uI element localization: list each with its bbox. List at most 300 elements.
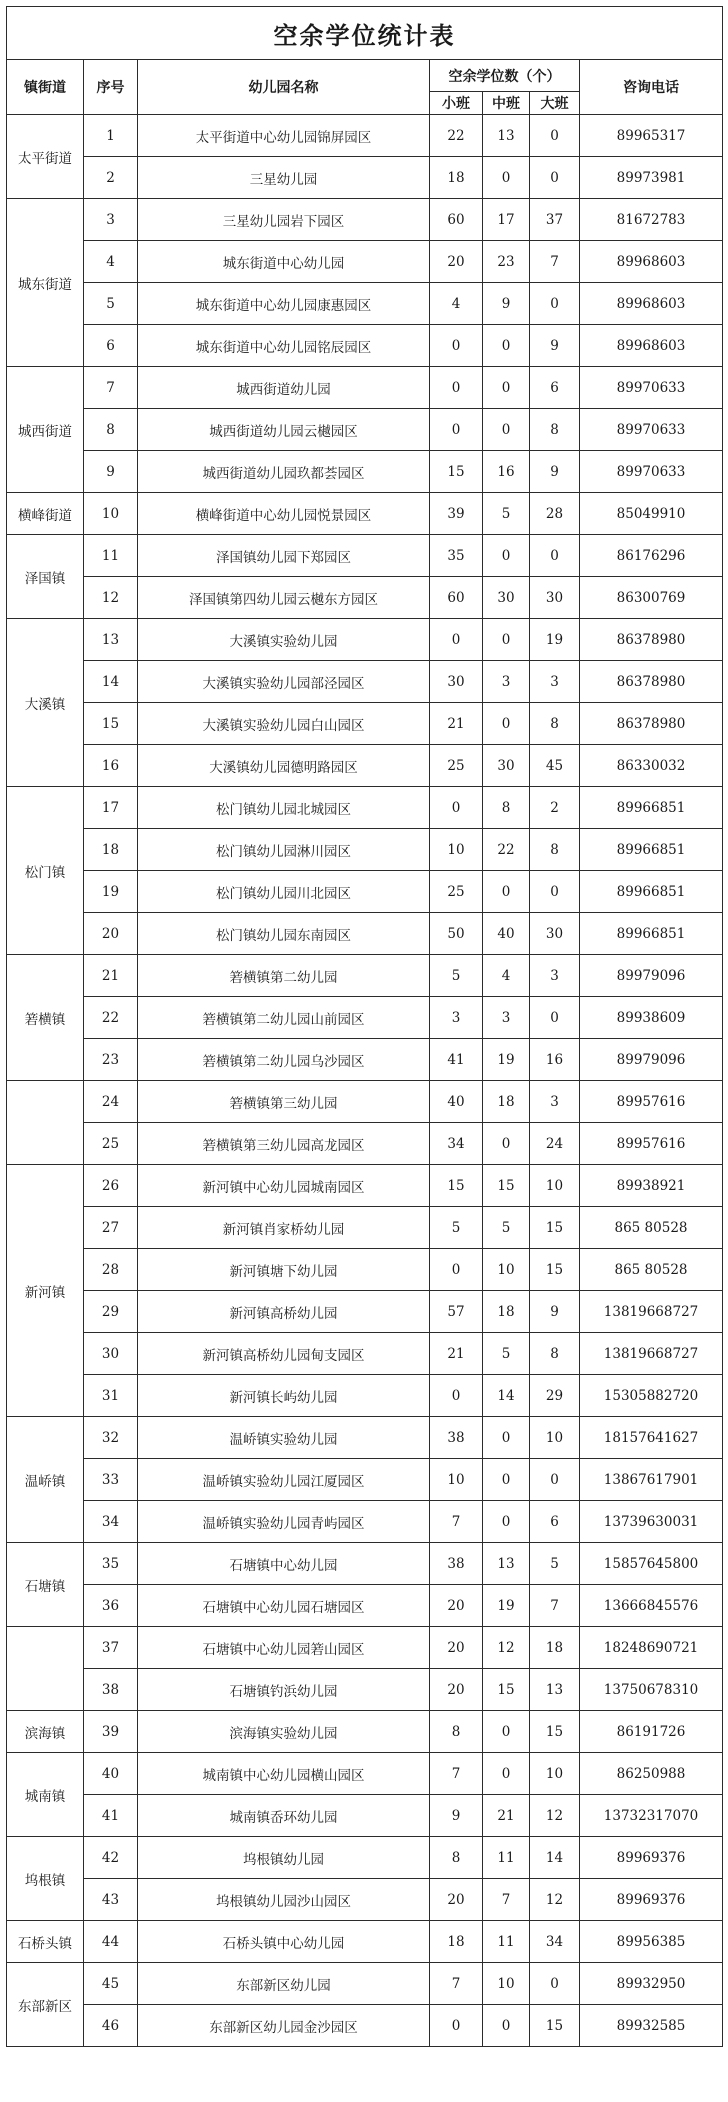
seq-cell: 8 — [84, 409, 138, 451]
kindergarten-name-cell: 松门镇幼儿园东南园区 — [138, 913, 430, 955]
phone-cell: 86176296 — [580, 535, 723, 577]
large-class-cell: 16 — [530, 1039, 580, 1081]
small-class-cell: 39 — [430, 493, 483, 535]
phone-cell: 89979096 — [580, 955, 723, 997]
large-class-cell: 10 — [530, 1165, 580, 1207]
large-class-cell: 19 — [530, 619, 580, 661]
phone-cell: 89966851 — [580, 787, 723, 829]
header-middle: 中班 — [483, 92, 530, 115]
kindergarten-name-cell: 箬横镇第二幼儿园乌沙园区 — [138, 1039, 430, 1081]
table-row — [7, 1081, 723, 1123]
phone-cell: 89969376 — [580, 1879, 723, 1921]
table-row — [7, 535, 723, 577]
middle-class-cell: 30 — [483, 577, 530, 619]
middle-class-cell: 0 — [483, 325, 530, 367]
phone-cell: 89970633 — [580, 367, 723, 409]
town-cell: 城东街道 — [7, 199, 84, 367]
town-cell: 太平街道 — [7, 115, 84, 199]
town-cell: 坞根镇 — [7, 1837, 84, 1921]
middle-class-cell: 0 — [483, 619, 530, 661]
large-class-cell: 8 — [530, 1333, 580, 1375]
seq-cell: 15 — [84, 703, 138, 745]
phone-cell: 81672783 — [580, 199, 723, 241]
small-class-cell: 30 — [430, 661, 483, 703]
seq-cell: 16 — [84, 745, 138, 787]
middle-class-cell: 0 — [483, 871, 530, 913]
kindergarten-name-cell: 城西街道幼儿园玖都荟园区 — [138, 451, 430, 493]
kindergarten-name-cell: 滨海镇实验幼儿园 — [138, 1711, 430, 1753]
phone-cell: 85049910 — [580, 493, 723, 535]
kindergarten-name-cell: 温峤镇实验幼儿园 — [138, 1417, 430, 1459]
small-class-cell: 18 — [430, 1921, 483, 1963]
header-vacancy: 空余学位数（个） — [430, 60, 580, 92]
seq-cell: 36 — [84, 1585, 138, 1627]
phone-cell: 13750678310 — [580, 1669, 723, 1711]
large-class-cell: 18 — [530, 1627, 580, 1669]
kindergarten-name-cell: 新河镇高桥幼儿园 — [138, 1291, 430, 1333]
large-class-cell: 3 — [530, 1081, 580, 1123]
table-row — [7, 1711, 723, 1753]
middle-class-cell: 16 — [483, 451, 530, 493]
middle-class-cell: 9 — [483, 283, 530, 325]
table-row — [7, 493, 723, 535]
large-class-cell: 24 — [530, 1123, 580, 1165]
seq-cell: 18 — [84, 829, 138, 871]
town-cell — [7, 1081, 84, 1165]
middle-class-cell: 22 — [483, 829, 530, 871]
small-class-cell: 35 — [430, 535, 483, 577]
town-cell: 滨海镇 — [7, 1711, 84, 1753]
phone-cell: 89938609 — [580, 997, 723, 1039]
seq-cell: 41 — [84, 1795, 138, 1837]
seq-cell: 32 — [84, 1417, 138, 1459]
phone-cell: 15857645800 — [580, 1543, 723, 1585]
seq-cell: 46 — [84, 2005, 138, 2047]
large-class-cell: 2 — [530, 787, 580, 829]
small-class-cell: 7 — [430, 1963, 483, 2005]
middle-class-cell: 0 — [483, 1501, 530, 1543]
middle-class-cell: 5 — [483, 1207, 530, 1249]
table-title: 空余学位统计表 — [7, 7, 723, 60]
table-row — [7, 661, 723, 703]
table-row — [7, 787, 723, 829]
large-class-cell: 13 — [530, 1669, 580, 1711]
small-class-cell: 60 — [430, 199, 483, 241]
table-row — [7, 1249, 723, 1291]
small-class-cell: 3 — [430, 997, 483, 1039]
middle-class-cell: 15 — [483, 1669, 530, 1711]
table-row — [7, 199, 723, 241]
large-class-cell: 8 — [530, 703, 580, 745]
large-class-cell: 10 — [530, 1753, 580, 1795]
seq-cell: 1 — [84, 115, 138, 157]
seq-cell: 6 — [84, 325, 138, 367]
header-large: 大班 — [530, 92, 580, 115]
seq-cell: 10 — [84, 493, 138, 535]
small-class-cell: 38 — [430, 1417, 483, 1459]
small-class-cell: 15 — [430, 1165, 483, 1207]
phone-cell: 13732317070 — [580, 1795, 723, 1837]
phone-cell: 86191726 — [580, 1711, 723, 1753]
seq-cell: 39 — [84, 1711, 138, 1753]
table-row — [7, 1459, 723, 1501]
kindergarten-name-cell: 箬横镇第二幼儿园 — [138, 955, 430, 997]
seq-cell: 43 — [84, 1879, 138, 1921]
seq-cell: 20 — [84, 913, 138, 955]
table-row — [7, 409, 723, 451]
table-row — [7, 703, 723, 745]
table-row — [7, 1627, 723, 1669]
middle-class-cell: 0 — [483, 367, 530, 409]
small-class-cell: 21 — [430, 703, 483, 745]
phone-cell: 865 80528 — [580, 1207, 723, 1249]
table-row — [7, 871, 723, 913]
phone-cell: 13666845576 — [580, 1585, 723, 1627]
kindergarten-name-cell: 坞根镇幼儿园沙山园区 — [138, 1879, 430, 1921]
table-row — [7, 829, 723, 871]
kindergarten-name-cell: 大溪镇实验幼儿园 — [138, 619, 430, 661]
phone-cell: 18157641627 — [580, 1417, 723, 1459]
large-class-cell: 0 — [530, 871, 580, 913]
large-class-cell: 7 — [530, 1585, 580, 1627]
kindergarten-name-cell: 三星幼儿园岩下园区 — [138, 199, 430, 241]
phone-cell: 13819668727 — [580, 1291, 723, 1333]
table-row — [7, 1543, 723, 1585]
small-class-cell: 0 — [430, 325, 483, 367]
seq-cell: 3 — [84, 199, 138, 241]
middle-class-cell: 0 — [483, 1459, 530, 1501]
large-class-cell: 6 — [530, 367, 580, 409]
small-class-cell: 21 — [430, 1333, 483, 1375]
seq-cell: 45 — [84, 1963, 138, 2005]
small-class-cell: 18 — [430, 157, 483, 199]
vacancy-table — [6, 6, 723, 2047]
large-class-cell: 45 — [530, 745, 580, 787]
table-row — [7, 157, 723, 199]
seq-cell: 12 — [84, 577, 138, 619]
small-class-cell: 5 — [430, 955, 483, 997]
small-class-cell: 0 — [430, 619, 483, 661]
middle-class-cell: 30 — [483, 745, 530, 787]
small-class-cell: 41 — [430, 1039, 483, 1081]
phone-cell: 86330032 — [580, 745, 723, 787]
phone-cell: 13867617901 — [580, 1459, 723, 1501]
phone-cell: 89957616 — [580, 1081, 723, 1123]
middle-class-cell: 19 — [483, 1039, 530, 1081]
small-class-cell: 34 — [430, 1123, 483, 1165]
large-class-cell: 37 — [530, 199, 580, 241]
large-class-cell: 30 — [530, 913, 580, 955]
seq-cell: 7 — [84, 367, 138, 409]
middle-class-cell: 3 — [483, 661, 530, 703]
phone-cell: 89966851 — [580, 871, 723, 913]
seq-cell: 13 — [84, 619, 138, 661]
kindergarten-name-cell: 松门镇幼儿园淋川园区 — [138, 829, 430, 871]
middle-class-cell: 13 — [483, 115, 530, 157]
kindergarten-name-cell: 城东街道中心幼儿园康惠园区 — [138, 283, 430, 325]
seq-cell: 11 — [84, 535, 138, 577]
kindergarten-name-cell: 城南镇岙环幼儿园 — [138, 1795, 430, 1837]
phone-cell: 89969376 — [580, 1837, 723, 1879]
header-town: 镇街道 — [7, 60, 84, 115]
kindergarten-name-cell: 城南镇中心幼儿园横山园区 — [138, 1753, 430, 1795]
kindergarten-name-cell: 东部新区幼儿园 — [138, 1963, 430, 2005]
seq-cell: 14 — [84, 661, 138, 703]
phone-cell: 865 80528 — [580, 1249, 723, 1291]
middle-class-cell: 0 — [483, 1711, 530, 1753]
phone-cell: 89970633 — [580, 451, 723, 493]
middle-class-cell: 0 — [483, 1417, 530, 1459]
table-row — [7, 1921, 723, 1963]
large-class-cell: 7 — [530, 241, 580, 283]
large-class-cell: 0 — [530, 115, 580, 157]
phone-cell: 89965317 — [580, 115, 723, 157]
phone-cell: 89970633 — [580, 409, 723, 451]
phone-cell: 89973981 — [580, 157, 723, 199]
small-class-cell: 57 — [430, 1291, 483, 1333]
seq-cell: 23 — [84, 1039, 138, 1081]
town-cell: 石桥头镇 — [7, 1921, 84, 1963]
kindergarten-name-cell: 箬横镇第二幼儿园山前园区 — [138, 997, 430, 1039]
table-row — [7, 1039, 723, 1081]
small-class-cell: 0 — [430, 1249, 483, 1291]
kindergarten-name-cell: 新河镇中心幼儿园城南园区 — [138, 1165, 430, 1207]
table-row — [7, 1123, 723, 1165]
table-row — [7, 241, 723, 283]
kindergarten-name-cell: 城东街道中心幼儿园铭辰园区 — [138, 325, 430, 367]
table-row — [7, 1375, 723, 1417]
large-class-cell: 12 — [530, 1879, 580, 1921]
kindergarten-name-cell: 石塘镇中心幼儿园 — [138, 1543, 430, 1585]
middle-class-cell: 18 — [483, 1291, 530, 1333]
large-class-cell: 0 — [530, 283, 580, 325]
kindergarten-name-cell: 三星幼儿园 — [138, 157, 430, 199]
table-row — [7, 577, 723, 619]
middle-class-cell: 0 — [483, 157, 530, 199]
small-class-cell: 60 — [430, 577, 483, 619]
table-row — [7, 997, 723, 1039]
phone-cell: 13739630031 — [580, 1501, 723, 1543]
middle-class-cell: 11 — [483, 1837, 530, 1879]
table-row — [7, 1753, 723, 1795]
small-class-cell: 40 — [430, 1081, 483, 1123]
seq-cell: 35 — [84, 1543, 138, 1585]
kindergarten-name-cell: 温峤镇实验幼儿园江厦园区 — [138, 1459, 430, 1501]
table-row — [7, 913, 723, 955]
kindergarten-name-cell: 东部新区幼儿园金沙园区 — [138, 2005, 430, 2047]
large-class-cell: 0 — [530, 997, 580, 1039]
small-class-cell: 20 — [430, 241, 483, 283]
table-row — [7, 619, 723, 661]
large-class-cell: 0 — [530, 535, 580, 577]
header-seq: 序号 — [84, 60, 138, 115]
kindergarten-name-cell: 松门镇幼儿园川北园区 — [138, 871, 430, 913]
town-cell: 新河镇 — [7, 1165, 84, 1417]
small-class-cell: 0 — [430, 367, 483, 409]
table-row — [7, 1879, 723, 1921]
large-class-cell: 6 — [530, 1501, 580, 1543]
small-class-cell: 15 — [430, 451, 483, 493]
table-row — [7, 745, 723, 787]
large-class-cell: 12 — [530, 1795, 580, 1837]
table-row — [7, 1795, 723, 1837]
seq-cell: 28 — [84, 1249, 138, 1291]
middle-class-cell: 3 — [483, 997, 530, 1039]
table-row — [7, 1417, 723, 1459]
large-class-cell: 10 — [530, 1417, 580, 1459]
seq-cell: 22 — [84, 997, 138, 1039]
phone-cell: 89938921 — [580, 1165, 723, 1207]
kindergarten-name-cell: 城西街道幼儿园 — [138, 367, 430, 409]
table-row — [7, 1963, 723, 2005]
middle-class-cell: 14 — [483, 1375, 530, 1417]
kindergarten-name-cell: 新河镇高桥幼儿园甸支园区 — [138, 1333, 430, 1375]
table-row — [7, 1669, 723, 1711]
small-class-cell: 25 — [430, 745, 483, 787]
town-cell — [7, 1627, 84, 1711]
phone-cell: 89932585 — [580, 2005, 723, 2047]
seq-cell: 5 — [84, 283, 138, 325]
town-cell: 箬横镇 — [7, 955, 84, 1081]
table-row — [7, 1333, 723, 1375]
small-class-cell: 0 — [430, 409, 483, 451]
middle-class-cell: 8 — [483, 787, 530, 829]
phone-cell: 89932950 — [580, 1963, 723, 2005]
small-class-cell: 20 — [430, 1669, 483, 1711]
kindergarten-name-cell: 大溪镇实验幼儿园白山园区 — [138, 703, 430, 745]
table-row — [7, 1165, 723, 1207]
small-class-cell: 20 — [430, 1585, 483, 1627]
town-cell: 泽国镇 — [7, 535, 84, 619]
header-phone: 咨询电话 — [580, 60, 723, 115]
large-class-cell: 0 — [530, 1963, 580, 2005]
large-class-cell: 3 — [530, 661, 580, 703]
table-row — [7, 1585, 723, 1627]
kindergarten-name-cell: 大溪镇幼儿园德明路园区 — [138, 745, 430, 787]
town-cell: 城南镇 — [7, 1753, 84, 1837]
seq-cell: 21 — [84, 955, 138, 997]
phone-cell: 89968603 — [580, 283, 723, 325]
large-class-cell: 28 — [530, 493, 580, 535]
kindergarten-name-cell: 泽国镇幼儿园下郑园区 — [138, 535, 430, 577]
kindergarten-name-cell: 泽国镇第四幼儿园云樾东方园区 — [138, 577, 430, 619]
small-class-cell: 38 — [430, 1543, 483, 1585]
large-class-cell: 29 — [530, 1375, 580, 1417]
phone-cell: 89957616 — [580, 1123, 723, 1165]
town-cell: 城西街道 — [7, 367, 84, 493]
table-row — [7, 325, 723, 367]
town-cell: 温峤镇 — [7, 1417, 84, 1543]
seq-cell: 33 — [84, 1459, 138, 1501]
seq-cell: 2 — [84, 157, 138, 199]
seq-cell: 25 — [84, 1123, 138, 1165]
kindergarten-name-cell: 大溪镇实验幼儿园部泾园区 — [138, 661, 430, 703]
phone-cell: 86378980 — [580, 661, 723, 703]
large-class-cell: 14 — [530, 1837, 580, 1879]
seq-cell: 40 — [84, 1753, 138, 1795]
phone-cell: 15305882720 — [580, 1375, 723, 1417]
phone-cell: 86378980 — [580, 619, 723, 661]
seq-cell: 17 — [84, 787, 138, 829]
table-row — [7, 2005, 723, 2047]
table-row — [7, 1291, 723, 1333]
small-class-cell: 20 — [430, 1627, 483, 1669]
large-class-cell: 30 — [530, 577, 580, 619]
large-class-cell: 8 — [530, 409, 580, 451]
large-class-cell: 9 — [530, 451, 580, 493]
middle-class-cell: 10 — [483, 1249, 530, 1291]
seq-cell: 19 — [84, 871, 138, 913]
middle-class-cell: 40 — [483, 913, 530, 955]
middle-class-cell: 0 — [483, 2005, 530, 2047]
middle-class-cell: 11 — [483, 1921, 530, 1963]
middle-class-cell: 18 — [483, 1081, 530, 1123]
large-class-cell: 0 — [530, 1459, 580, 1501]
large-class-cell: 34 — [530, 1921, 580, 1963]
kindergarten-name-cell: 石塘镇钓浜幼儿园 — [138, 1669, 430, 1711]
header-small: 小班 — [430, 92, 483, 115]
table-row — [7, 955, 723, 997]
table-row — [7, 451, 723, 493]
phone-cell: 89956385 — [580, 1921, 723, 1963]
kindergarten-name-cell: 城东街道中心幼儿园 — [138, 241, 430, 283]
middle-class-cell: 10 — [483, 1963, 530, 2005]
seq-cell: 31 — [84, 1375, 138, 1417]
table-row — [7, 1837, 723, 1879]
seq-cell: 42 — [84, 1837, 138, 1879]
small-class-cell: 9 — [430, 1795, 483, 1837]
seq-cell: 4 — [84, 241, 138, 283]
seq-cell: 29 — [84, 1291, 138, 1333]
large-class-cell: 15 — [530, 2005, 580, 2047]
kindergarten-name-cell: 新河镇长屿幼儿园 — [138, 1375, 430, 1417]
large-class-cell: 15 — [530, 1207, 580, 1249]
small-class-cell: 4 — [430, 283, 483, 325]
kindergarten-name-cell: 温峤镇实验幼儿园青屿园区 — [138, 1501, 430, 1543]
kindergarten-name-cell: 太平街道中心幼儿园锦屏园区 — [138, 115, 430, 157]
seq-cell: 38 — [84, 1669, 138, 1711]
town-cell: 松门镇 — [7, 787, 84, 955]
kindergarten-name-cell: 箬横镇第三幼儿园 — [138, 1081, 430, 1123]
seq-cell: 27 — [84, 1207, 138, 1249]
phone-cell: 86300769 — [580, 577, 723, 619]
large-class-cell: 9 — [530, 325, 580, 367]
middle-class-cell: 17 — [483, 199, 530, 241]
small-class-cell: 5 — [430, 1207, 483, 1249]
small-class-cell: 10 — [430, 829, 483, 871]
middle-class-cell: 21 — [483, 1795, 530, 1837]
phone-cell: 13819668727 — [580, 1333, 723, 1375]
phone-cell: 89979096 — [580, 1039, 723, 1081]
town-cell: 大溪镇 — [7, 619, 84, 787]
seq-cell: 9 — [84, 451, 138, 493]
table-row — [7, 1207, 723, 1249]
town-cell: 石塘镇 — [7, 1543, 84, 1627]
middle-class-cell: 4 — [483, 955, 530, 997]
large-class-cell: 9 — [530, 1291, 580, 1333]
phone-cell: 89968603 — [580, 241, 723, 283]
small-class-cell: 0 — [430, 1375, 483, 1417]
small-class-cell: 50 — [430, 913, 483, 955]
kindergarten-name-cell: 坞根镇幼儿园 — [138, 1837, 430, 1879]
table-row — [7, 115, 723, 157]
small-class-cell: 22 — [430, 115, 483, 157]
middle-class-cell: 0 — [483, 409, 530, 451]
middle-class-cell: 5 — [483, 1333, 530, 1375]
kindergarten-name-cell: 箬横镇第三幼儿园高龙园区 — [138, 1123, 430, 1165]
kindergarten-name-cell: 新河镇塘下幼儿园 — [138, 1249, 430, 1291]
kindergarten-name-cell: 石桥头镇中心幼儿园 — [138, 1921, 430, 1963]
